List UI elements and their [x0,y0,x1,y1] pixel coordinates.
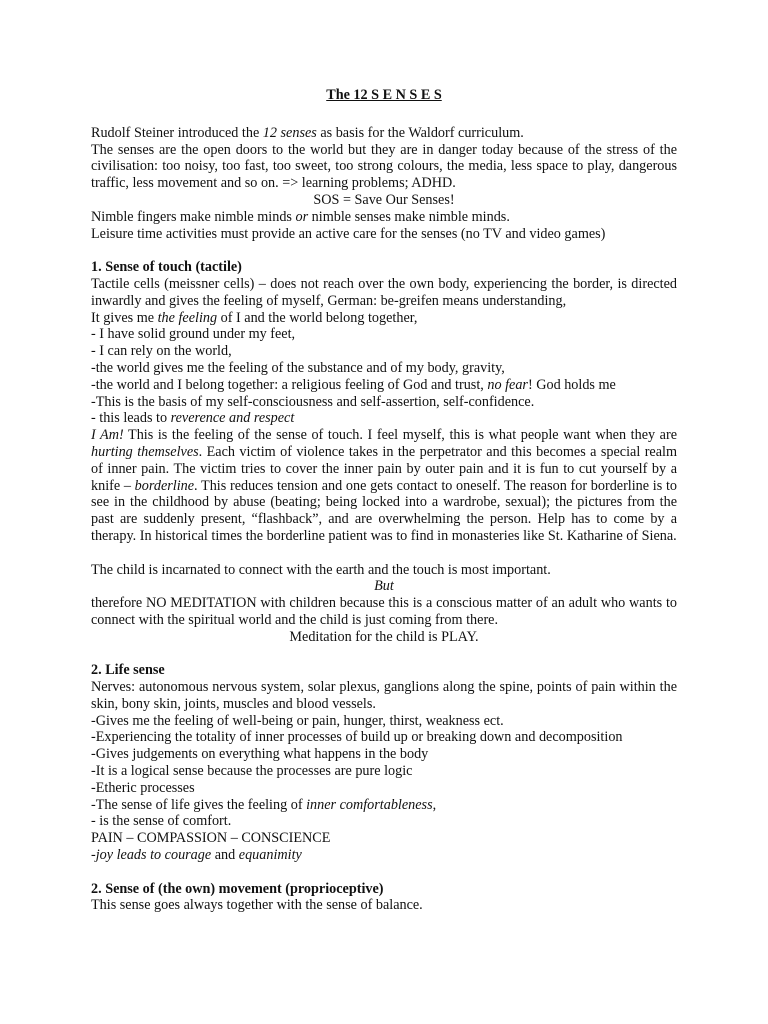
touch-paragraph: I Am! This is the feeling of the sense of touch. I feel myself, this is what people want when they are hurting themselves. Each victim of violence takes in the perpetrator and this becomes a special realm of inner pain. The victim tries to cover the inner pain by outer pain and it is fun to cut yourself by a knife – borderline. This reduces tension and one gets contact to oneself. The reason for borderline is to see in the childhood by abuse (beating; being locked into a wardrobe, sexual); the pictures from the past are suddenly present, “flashback”, and are overwhelming the person. Help has to come by a therapy. In historical times the borderline patient was to find in monasteries like St. Katharine of Siena. [91,427,677,544]
touch-bullet: -the world gives me the feeling of the substance and of my body, gravity, [91,359,505,376]
section-heading-movement: 2. Sense of (the own) movement (proprioceptive) [91,880,384,897]
life-bullet: -joy leads to courage and equanimity [91,847,302,864]
section-heading-touch: 1. Sense of touch (tactile) [91,259,242,276]
touch-paragraph: The child is incarnated to connect with the earth and the touch is most important. [91,561,551,578]
touch-bullet: - I can rely on the world, [91,343,232,360]
intro-line: Leisure time activities must provide an active care for the senses (no TV and video games) [91,225,606,242]
life-bullet: -Etheric processes [91,779,195,796]
touch-bullet: - I have solid ground under my feet, [91,326,296,343]
touch-paragraph: Tactile cells (meissner cells) – does not reach over the own body, experiencing the border, is directed inwardly and gives the feeling of myself, German: be-greifen means understanding, [91,275,677,309]
section-heading-life: 2. Life sense [91,662,165,679]
touch-line: It gives me the feeling of I and the world belong together, [91,309,418,326]
life-bullet: -Experiencing the totality of inner processes of build up or breaking down and decomposition [91,729,623,746]
document-title: The 12 S E N S E S [326,87,442,103]
intro-line: Rudolf Steiner introduced the 12 senses as basis for the Waldorf curriculum. [91,124,524,141]
document-body [91,87,677,914]
but-line: But [374,578,394,595]
intro-paragraph: The senses are the open doors to the world but they are in danger today because of the stress of the civilisation: too noisy, too fast, too sweet, too strong colours, the media, less space to play, dangerous traffic, less movement and so on. => learning problems; ADHD. [91,141,677,192]
life-bullet: -The sense of life gives the feeling of inner comfortableness, [91,796,437,813]
touch-bullet: -This is the basis of my self-consciousness and self-assertion, self-confidence. [91,393,535,410]
meditation-line: Meditation for the child is PLAY. [289,628,479,645]
life-bullet: PAIN – COMPASSION – CONSCIENCE [91,830,331,847]
life-paragraph: Nerves: autonomous nervous system, solar plexus, ganglions along the spine, points of pain within the skin, bony skin, joints, muscles and blood vessels. [91,679,677,712]
life-bullet: -It is a logical sense because the processes are pure logic [91,763,413,780]
touch-paragraph: therefore NO MEDITATION with children because this is a conscious matter of an adult who wants to connect with the spiritual world and the child is just coming from there. [91,595,677,628]
movement-paragraph: This sense goes always together with the sense of balance. [91,897,423,914]
life-bullet: -Gives me the feeling of well-being or pain, hunger, thirst, weakness ect. [91,712,504,729]
touch-bullet: -the world and I belong together: a religious feeling of God and trust, no fear! God holds me [91,376,616,393]
life-bullet: - is the sense of comfort. [91,813,232,830]
life-bullet: -Gives judgements on everything what happens in the body [91,746,429,763]
touch-bullet: - this leads to reverence and respect [91,410,295,427]
sos-line: SOS = Save Our Senses! [313,191,455,208]
intro-line: Nimble fingers make nimble minds or nimble senses make nimble minds. [91,208,510,225]
